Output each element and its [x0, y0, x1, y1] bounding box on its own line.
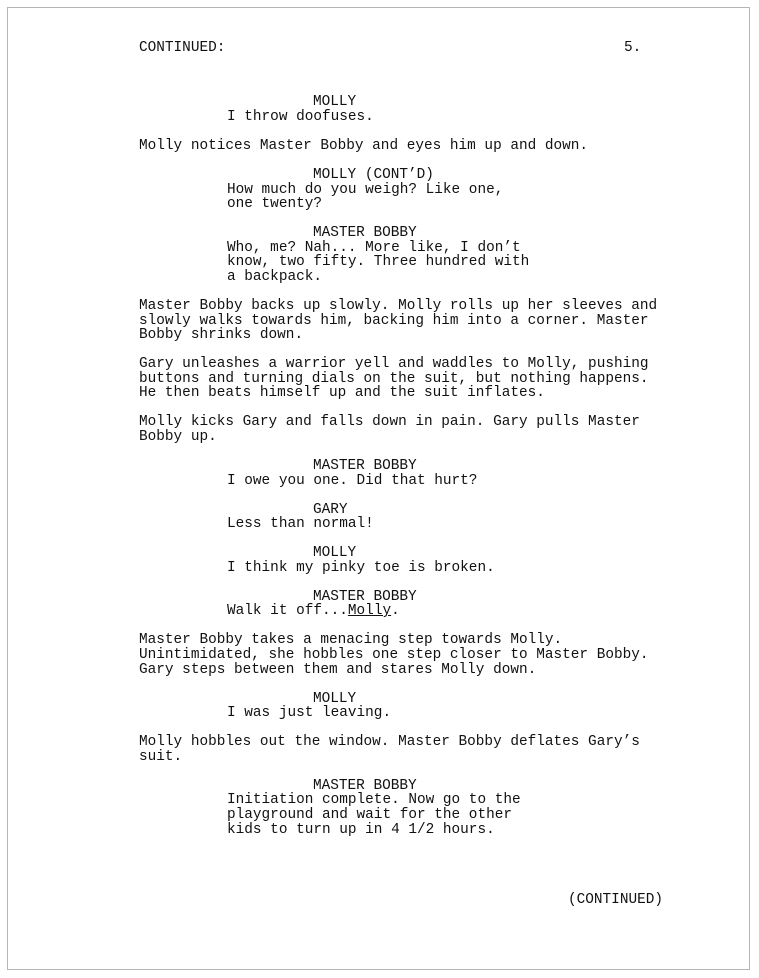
- dialogue-line: one twenty?: [227, 196, 322, 212]
- character-name: GARY: [313, 502, 348, 518]
- dialogue-line: Initiation complete. Now go to the: [227, 792, 521, 808]
- dialogue-line: I think my pinky toe is broken.: [227, 560, 495, 576]
- action-line: Unintimidated, she hobbles one step closer to Master Bobby.: [139, 647, 649, 663]
- character-name: MOLLY: [313, 545, 357, 561]
- dialogue-line: I owe you one. Did that hurt?: [227, 473, 478, 489]
- continued-header: CONTINUED:: [139, 40, 226, 56]
- dialogue-line: I was just leaving.: [227, 705, 392, 721]
- action-line: Bobby shrinks down.: [139, 327, 304, 343]
- character-name: MOLLY: [313, 94, 357, 110]
- action-line: slowly walks towards him, backing him into a corner. Master: [139, 313, 649, 329]
- page-number: 5.: [624, 40, 642, 56]
- action-line: Gary steps between them and stares Molly down.: [139, 662, 537, 678]
- underlined-name: Molly: [347, 603, 392, 619]
- action-line: suit.: [139, 749, 183, 765]
- character-name: MOLLY: [313, 691, 357, 707]
- action-line: He then beats himself up and the suit inflates.: [139, 385, 545, 401]
- dialogue-line: Who, me? Nah... More like, I don’t: [227, 240, 521, 256]
- character-name: MASTER BOBBY: [313, 778, 417, 794]
- dialogue-line: kids to turn up in 4 1/2 hours.: [227, 822, 495, 838]
- action-line: Bobby up.: [139, 429, 217, 445]
- character-name: MASTER BOBBY: [313, 458, 417, 474]
- dialogue-line: know, two fifty. Three hundred with: [227, 254, 530, 270]
- action-line: Gary unleashes a warrior yell and waddles to Molly, pushing: [139, 356, 649, 372]
- character-name: MASTER BOBBY: [313, 225, 417, 241]
- character-name: MASTER BOBBY: [313, 589, 417, 605]
- action-line: buttons and turning dials on the suit, but nothing happens.: [139, 371, 649, 387]
- action-line: Molly kicks Gary and falls down in pain. Gary pulls Master: [139, 414, 640, 430]
- action-line: Molly hobbles out the window. Master Bobby deflates Gary’s: [139, 734, 640, 750]
- character-name: MOLLY (CONT’D): [313, 167, 434, 183]
- dialogue-line: [227, 604, 400, 619]
- dialogue-line: How much do you weigh? Like one,: [227, 182, 504, 198]
- action-line: Molly notices Master Bobby and eyes him up and down.: [139, 138, 589, 154]
- dialogue-line: playground and wait for the other: [227, 807, 512, 823]
- continued-footer: (CONTINUED): [568, 892, 663, 908]
- dialogue-line: a backpack.: [227, 269, 322, 285]
- dialogue-line: Less than normal!: [227, 516, 374, 532]
- dialogue-text: Walk it off...: [227, 603, 348, 619]
- action-line: Master Bobby backs up slowly. Molly rolls up her sleeves and: [139, 298, 658, 314]
- dialogue-text: .: [391, 603, 400, 619]
- dialogue-line: I throw doofuses.: [227, 109, 374, 125]
- action-line: Master Bobby takes a menacing step towards Molly.: [139, 632, 563, 648]
